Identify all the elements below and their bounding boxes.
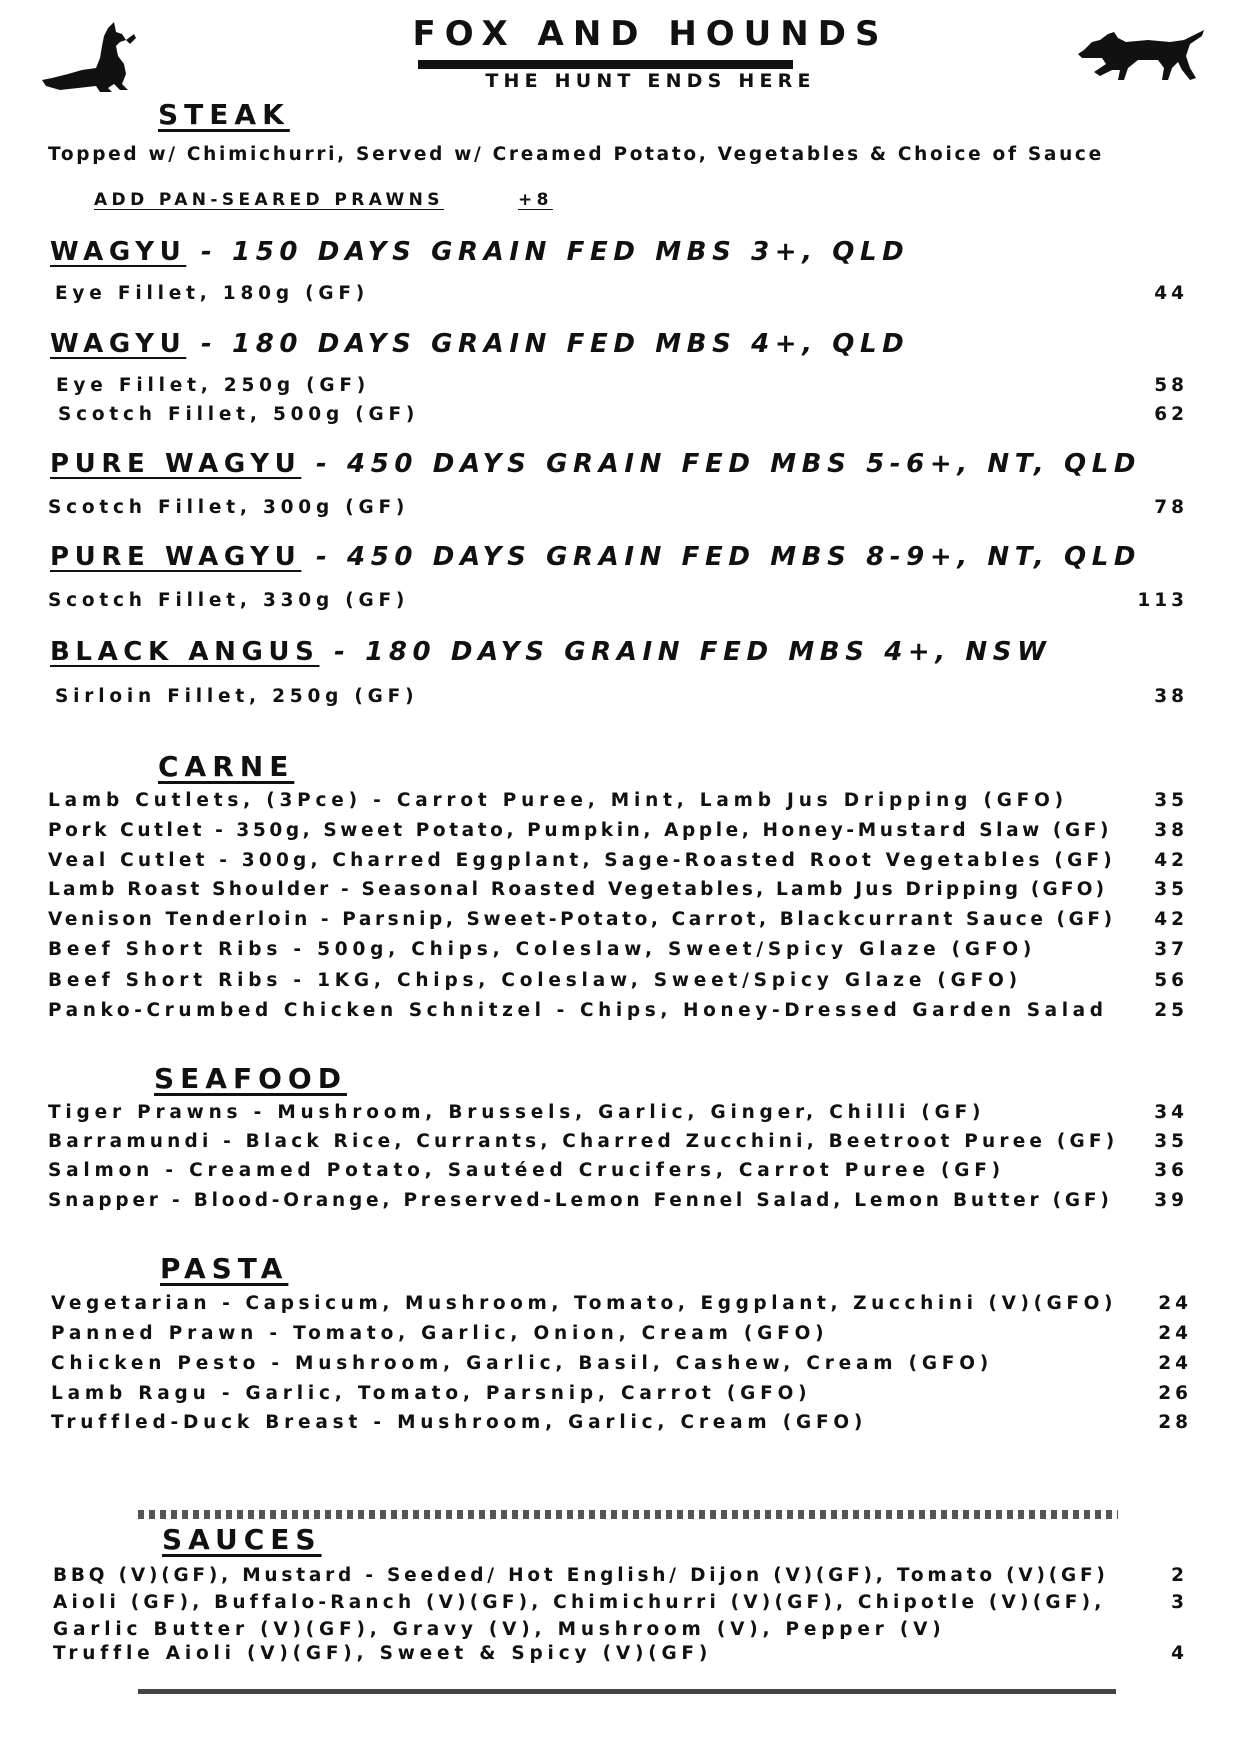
- hound-icon: [1078, 28, 1206, 88]
- steak-heading: STEAK: [158, 98, 290, 131]
- bottom-rule: [138, 1689, 1116, 1694]
- grade-desc: - 180 DAYS GRAIN FED MBS 4+, QLD: [186, 329, 910, 359]
- grade-name: BLACK ANGUS: [50, 637, 320, 667]
- grade-heading: [50, 449, 1141, 479]
- menu-item: Vegetarian - Capsicum, Mushroom, Tomato, Eggplant, Zucchini (V)(GFO): [51, 1293, 1118, 1314]
- sauce-price: 2: [1171, 1565, 1188, 1586]
- seafood-heading: SEAFOOD: [154, 1062, 347, 1095]
- menu-item: Veal Cutlet - 300g, Charred Eggplant, Sage-Roasted Root Vegetables (GF): [48, 850, 1116, 871]
- grade-heading: [50, 542, 1141, 572]
- menu-item: Venison Tenderloin - Parsnip, Sweet-Potato, Carrot, Blackcurrant Sauce (GF): [48, 909, 1116, 930]
- grade-name: PURE WAGYU: [50, 449, 302, 479]
- item-price: 35: [1154, 1131, 1188, 1152]
- item-price: 113: [1137, 590, 1188, 611]
- grade-name: PURE WAGYU: [50, 542, 302, 572]
- menu-item: Tiger Prawns - Mushroom, Brussels, Garlic, Ginger, Chilli (GF): [48, 1102, 986, 1123]
- menu-item: Scotch Fillet, 330g (GF): [48, 590, 410, 611]
- menu-item: Snapper - Blood-Orange, Preserved-Lemon Fennel Salad, Lemon Butter (GF): [48, 1190, 1113, 1211]
- grade-name: WAGYU: [50, 329, 187, 359]
- item-price: 42: [1154, 850, 1188, 871]
- grade-heading: [50, 237, 909, 267]
- item-price: 25: [1154, 1000, 1188, 1021]
- item-price: 24: [1158, 1353, 1192, 1374]
- item-price: 28: [1158, 1412, 1192, 1433]
- menu-item: Barramundi - Black Rice, Currants, Charred Zucchini, Beetroot Puree (GF): [48, 1131, 1119, 1152]
- addon-label: ADD PAN-SEARED PRAWNS: [94, 190, 444, 210]
- item-price: 37: [1154, 939, 1188, 960]
- menu-item: Pork Cutlet - 350g, Sweet Potato, Pumpkin, Apple, Honey-Mustard Slaw (GF): [48, 820, 1113, 841]
- menu-item: Truffled-Duck Breast - Mushroom, Garlic, Cream (GFO): [51, 1412, 868, 1433]
- item-price: 36: [1154, 1160, 1188, 1181]
- item-price: 39: [1154, 1190, 1188, 1211]
- menu-item: Panko-Crumbed Chicken Schnitzel - Chips, Honey-Dressed Garden Salad: [48, 1000, 1108, 1021]
- grade-desc: - 450 DAYS GRAIN FED MBS 8-9+, NT, QLD: [301, 542, 1142, 572]
- sauce-price: 4: [1171, 1643, 1188, 1664]
- grade-desc: - 150 DAYS GRAIN FED MBS 3+, QLD: [186, 237, 910, 267]
- item-price: 34: [1154, 1102, 1188, 1123]
- pasta-heading: PASTA: [160, 1252, 289, 1285]
- item-price: 78: [1154, 497, 1188, 518]
- menu-item: Eye Fillet, 180g (GF): [55, 283, 370, 304]
- item-price: 56: [1154, 970, 1188, 991]
- item-price: 38: [1154, 686, 1188, 707]
- grade-desc: - 450 DAYS GRAIN FED MBS 5-6+, NT, QLD: [301, 449, 1142, 479]
- menu-item: Beef Short Ribs - 1KG, Chips, Coleslaw, Sweet/Spicy Glaze (GFO): [48, 970, 1022, 991]
- menu-item: Salmon - Creamed Potato, Sautéed Crucifers, Carrot Puree (GF): [48, 1160, 1005, 1181]
- menu-item: Lamb Cutlets, (3Pce) - Carrot Puree, Mint, Lamb Jus Dripping (GFO): [48, 790, 1068, 811]
- sauce-line: Garlic Butter (V)(GF), Gravy (V), Mushroom (V), Pepper (V): [53, 1619, 946, 1640]
- item-price: 42: [1154, 909, 1188, 930]
- dotted-divider: [138, 1510, 1118, 1519]
- item-price: 35: [1154, 879, 1188, 900]
- item-price: 38: [1154, 820, 1188, 841]
- grade-name: WAGYU: [50, 237, 187, 267]
- steak-note: Topped w/ Chimichurri, Served w/ Creamed Potato, Vegetables & Choice of Sauce: [48, 144, 1104, 165]
- menu-item: Sirloin Fillet, 250g (GF): [55, 686, 419, 707]
- menu-item: Panned Prawn - Tomato, Garlic, Onion, Cream (GFO): [51, 1323, 829, 1344]
- item-price: 26: [1158, 1383, 1192, 1404]
- sauce-line: Aioli (GF), Buffalo-Ranch (V)(GF), Chimichurri (V)(GF), Chipotle (V)(GF),: [53, 1592, 1106, 1613]
- menu-item: Lamb Ragu - Garlic, Tomato, Parsnip, Carrot (GFO): [51, 1383, 812, 1404]
- sauce-price: 3: [1171, 1592, 1188, 1613]
- item-price: 24: [1158, 1323, 1192, 1344]
- menu-item: Scotch Fillet, 300g (GF): [48, 497, 410, 518]
- grade-desc: - 180 DAYS GRAIN FED MBS 4+, NSW: [319, 637, 1052, 667]
- menu-item: Eye Fillet, 250g (GF): [56, 375, 371, 396]
- title-underline: [418, 60, 793, 69]
- item-price: 35: [1154, 790, 1188, 811]
- carne-heading: CARNE: [158, 750, 295, 783]
- item-price: 44: [1154, 283, 1188, 304]
- menu-item: Scotch Fillet, 500g (GF): [58, 404, 420, 425]
- grade-heading: [50, 329, 909, 359]
- sauce-line: BBQ (V)(GF), Mustard - Seeded/ Hot English/ Dijon (V)(GF), Tomato (V)(GF): [53, 1565, 1109, 1586]
- sauce-line: Truffle Aioli (V)(GF), Sweet & Spicy (V)(GF): [53, 1643, 713, 1664]
- grade-heading: [50, 637, 1051, 667]
- addon-price: +8: [518, 190, 553, 210]
- item-price: 58: [1154, 375, 1188, 396]
- menu-item: Beef Short Ribs - 500g, Chips, Coleslaw, Sweet/Spicy Glaze (GFO): [48, 939, 1037, 960]
- item-price: 62: [1154, 404, 1188, 425]
- page-title: FOX AND HOUNDS: [412, 14, 889, 54]
- tagline: THE HUNT ENDS HERE: [485, 70, 816, 92]
- menu-item: Lamb Roast Shoulder - Seasonal Roasted Vegetables, Lamb Jus Dripping (GFO): [48, 879, 1108, 900]
- menu-item: Chicken Pesto - Mushroom, Garlic, Basil, Cashew, Cream (GFO): [51, 1353, 994, 1374]
- item-price: 24: [1158, 1293, 1192, 1314]
- sauces-heading: SAUCES: [162, 1523, 322, 1556]
